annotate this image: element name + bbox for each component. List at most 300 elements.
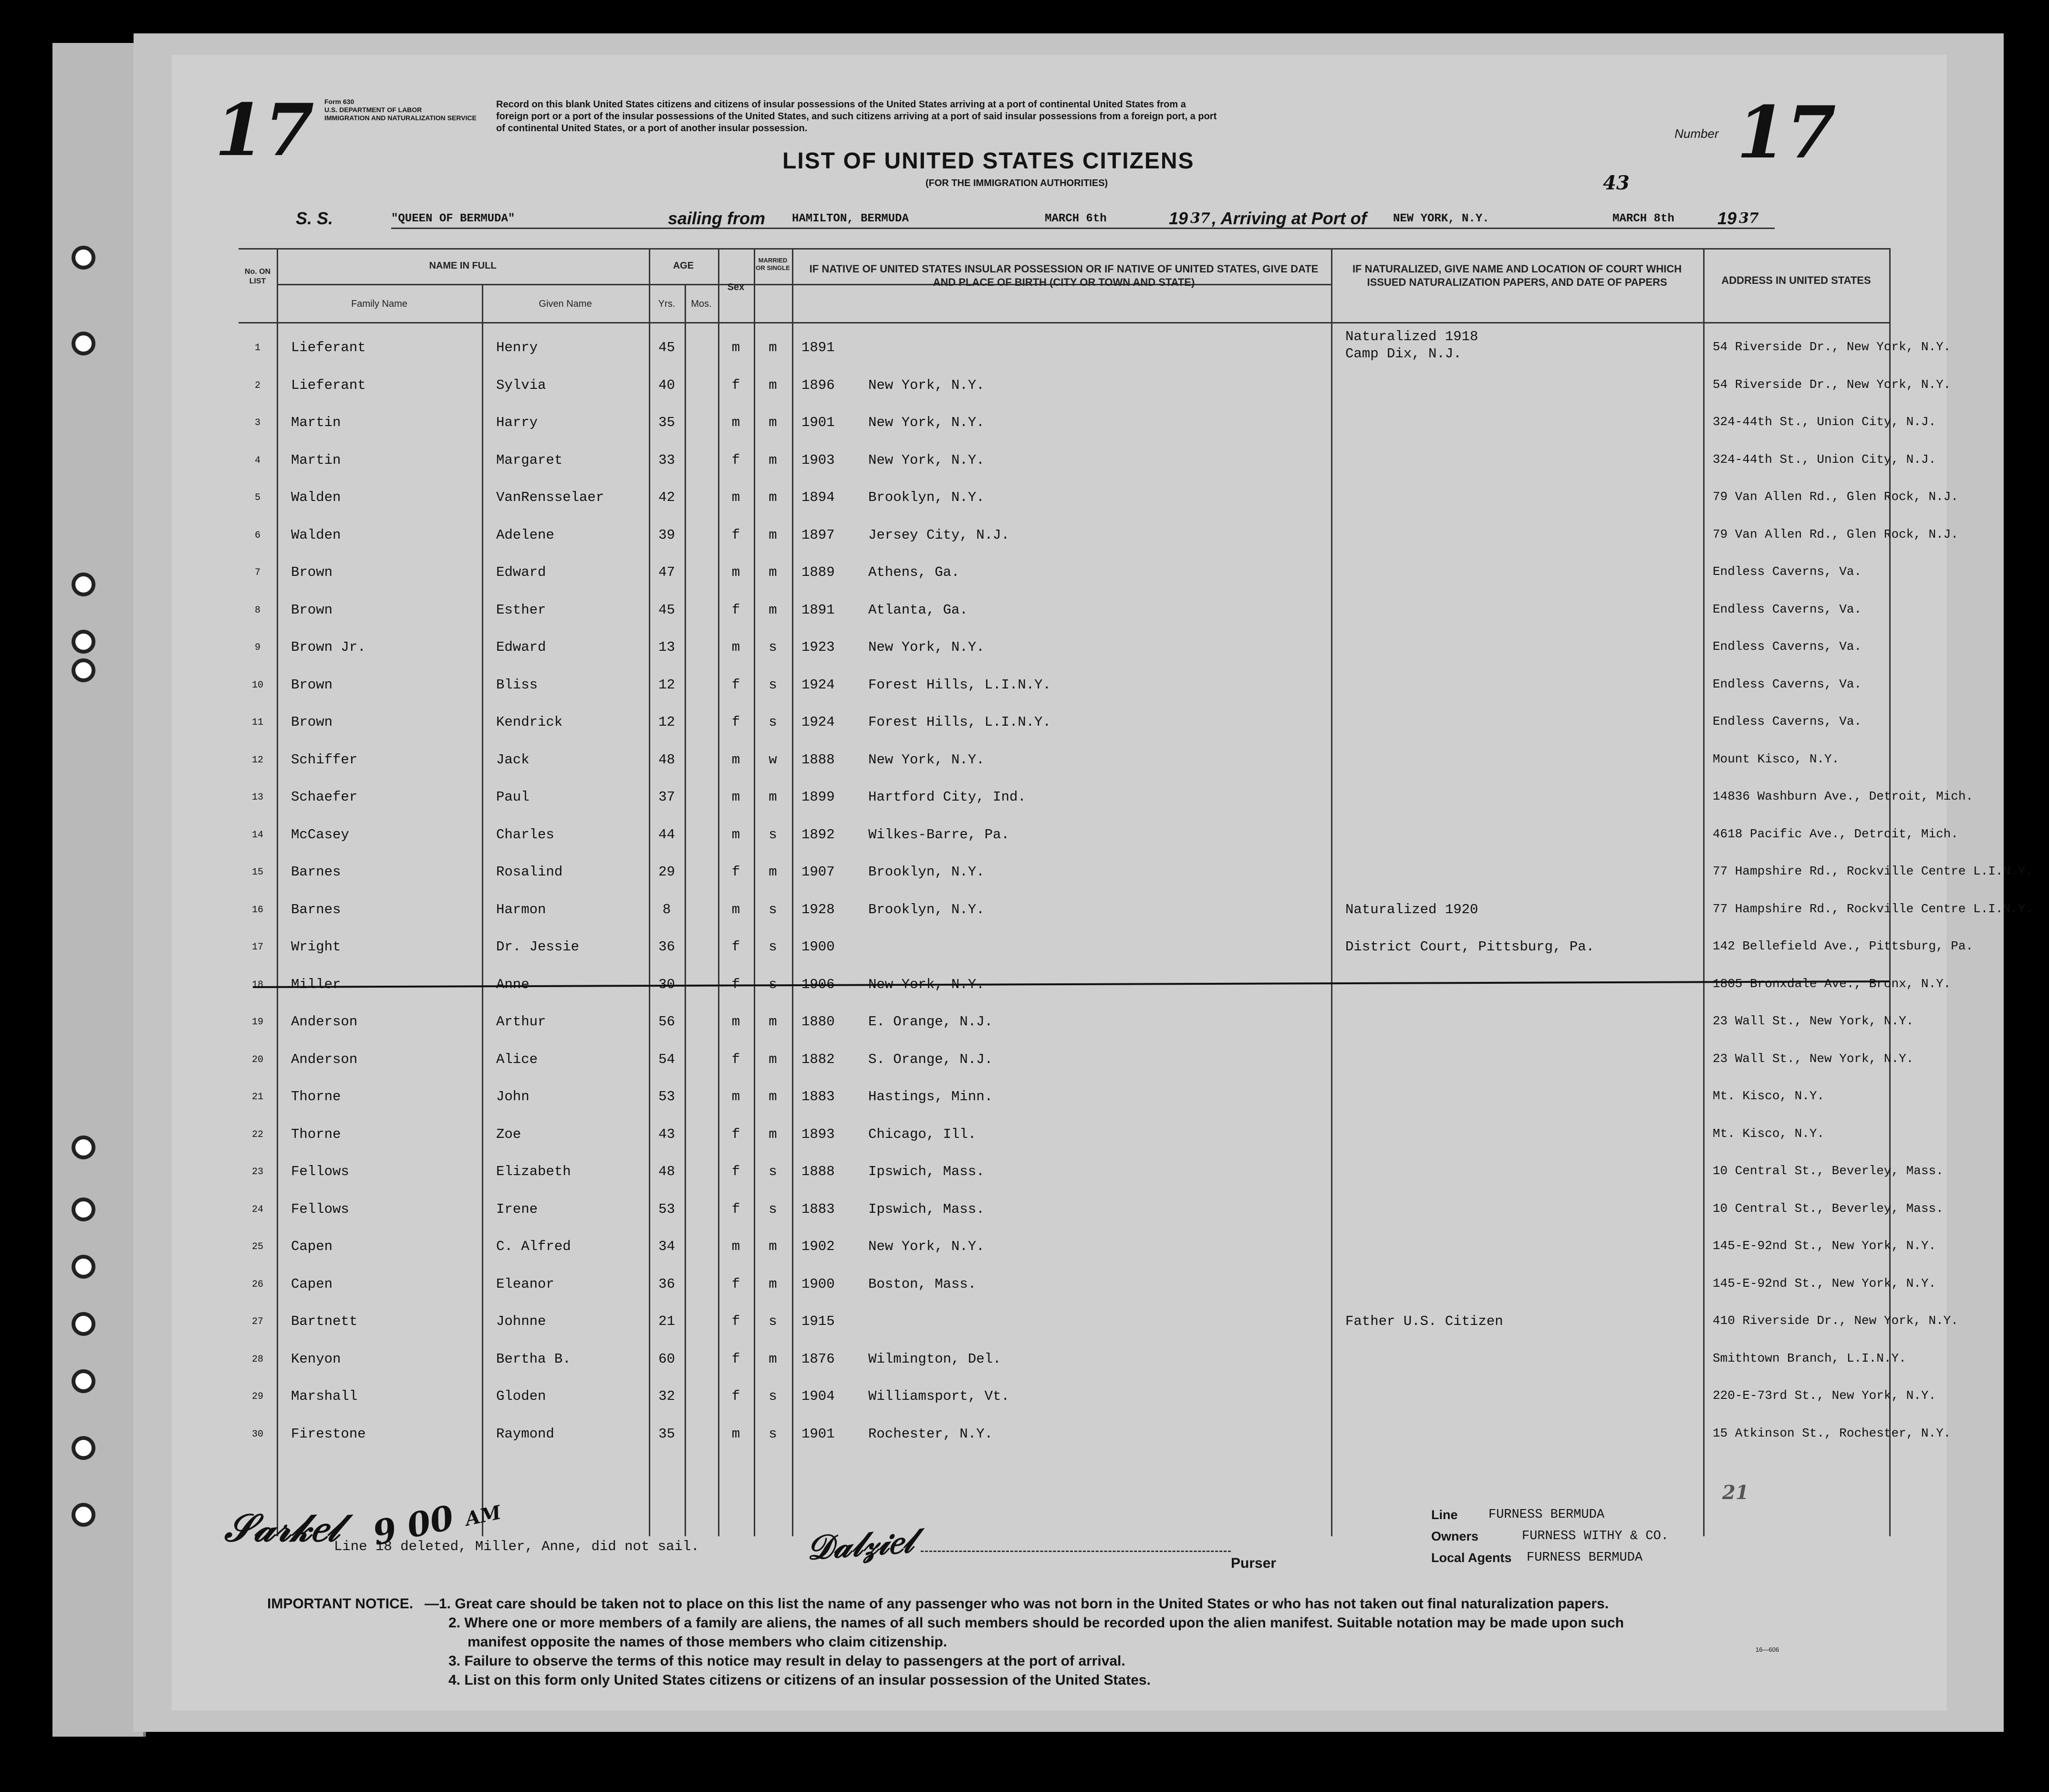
header-address: ADDRESS IN UNITED STATES: [1721, 274, 1871, 286]
binder-hole: [72, 630, 95, 654]
instruction-line: foreign port or a port of the insular possessions of the United States, and such citizens arriving at a port of said insular possessions from a foreign port, a port: [496, 111, 1217, 122]
cell-family: Kenyon: [291, 1351, 341, 1367]
cell-given: Eleanor: [496, 1276, 554, 1292]
cell-status: m: [769, 1276, 777, 1292]
cell-status: s: [769, 976, 777, 992]
table-row: [239, 1036, 1914, 1073]
cell-place: Forest Hills, L.I.N.Y.: [868, 677, 1051, 693]
cell-addr: 10 Central St., Beverley, Mass.: [1713, 1201, 1944, 1216]
cell-no: 30: [251, 1428, 263, 1440]
cell-no: 14: [251, 829, 263, 841]
notice-line: —1. Great care should be taken not to place on this list the name of any passenger who was not born in the United States or who has not taken out final naturalization papers.: [425, 1596, 1609, 1612]
cell-addr: 142 Bellefield Ave., Pittsburg, Pa.: [1713, 939, 1974, 953]
table-row: [239, 362, 1951, 399]
cell-family: Capen: [291, 1239, 333, 1254]
cell-sex: m: [731, 490, 740, 505]
cell-no: 6: [254, 530, 260, 541]
cell-given: Esther: [496, 602, 546, 618]
cell-addr: 324-44th St., Union City, N.J.: [1713, 415, 1936, 429]
cell-place: Rochester, N.Y.: [868, 1426, 993, 1442]
cell-family: Anderson: [291, 1014, 358, 1030]
binder-hole: [72, 1436, 95, 1460]
cell-family: Bartnett: [291, 1313, 358, 1329]
cell-year: 1880: [801, 1014, 835, 1030]
page-subtitle: (FOR THE IMMIGRATION AUTHORITIES): [926, 178, 1108, 188]
cell-given: Arthur: [496, 1014, 546, 1030]
cell-status: s: [769, 1164, 777, 1179]
cell-place: Hartford City, Ind.: [868, 789, 1026, 805]
cell-family: Wright: [291, 939, 341, 955]
cell-status: s: [769, 639, 777, 655]
cell-age: 12: [658, 714, 675, 730]
year-value: 37: [1190, 210, 1210, 227]
cell-year: 1897: [801, 527, 835, 543]
cell-sex: f: [731, 1313, 740, 1329]
cell-age: 40: [658, 377, 675, 393]
cell-no: 22: [251, 1129, 263, 1140]
cell-year: 1891: [801, 340, 835, 355]
header-age: AGE: [673, 260, 694, 271]
cell-place: Brooklyn, N.Y.: [868, 864, 985, 880]
cell-family: Fellows: [291, 1164, 349, 1179]
cell-year: 1896: [801, 377, 835, 393]
notice-line: 3. Failure to observe the terms of this notice may result in delay to passengers at the port of arrival.: [448, 1653, 1125, 1669]
cell-family: Martin: [291, 452, 341, 468]
cell-place: New York, N.Y.: [868, 639, 985, 655]
binder-hole: [72, 1312, 95, 1336]
cell-addr: 220-E-73rd St., New York, N.Y.: [1713, 1388, 1936, 1403]
cell-given: Charles: [496, 826, 554, 843]
cell-addr: Endless Caverns, Va.: [1713, 639, 1862, 654]
cell-addr: Endless Caverns, Va.: [1713, 564, 1862, 579]
cell-no: 5: [254, 492, 260, 503]
cell-family: Brown: [291, 714, 333, 730]
cell-no: 28: [251, 1354, 263, 1365]
cell-addr: 1805 Bronxdale Ave., Bronx, N.Y.: [1713, 976, 1951, 991]
cell-year: 1900: [801, 939, 835, 955]
cell-no: 21: [251, 1092, 263, 1103]
arrive-date: MARCH 8th: [1612, 212, 1675, 225]
cell-status: s: [769, 939, 777, 955]
cell-given: Jack: [496, 751, 530, 768]
cell-age: 60: [658, 1351, 675, 1367]
year-prefix: 19: [1169, 208, 1188, 228]
cell-given: John: [496, 1089, 530, 1104]
table-row: [239, 1373, 1936, 1410]
cell-addr: 410 Riverside Dr., New York, N.Y.: [1713, 1313, 1958, 1328]
binder-hole: [72, 1255, 95, 1279]
inspector-signature: 𝒮𝒶𝓇𝓀𝑒𝓁: [224, 1505, 340, 1550]
line-value: FURNESS BERMUDA: [1488, 1508, 1605, 1522]
table-row: [239, 999, 1914, 1036]
cell-age: 30: [658, 976, 675, 992]
cell-year: 1892: [801, 826, 835, 843]
binder-hole: [72, 573, 95, 596]
cell-status: m: [769, 1239, 777, 1254]
binder-hole: [72, 1369, 95, 1393]
cell-no: 12: [251, 754, 263, 766]
page-title: LIST OF UNITED STATES CITIZENS: [782, 148, 1195, 174]
cell-addr: Smithtown Branch, L.I.N.Y.: [1713, 1351, 1906, 1365]
cell-sex: f: [731, 1051, 740, 1067]
notice-heading: IMPORTANT NOTICE.: [267, 1596, 414, 1612]
cell-status: m: [769, 1051, 777, 1067]
cell-addr: 23 Wall St., New York, N.Y.: [1713, 1014, 1914, 1028]
cell-place: New York, N.Y.: [868, 377, 985, 393]
cell-place: Brooklyn, N.Y.: [868, 490, 985, 505]
cell-given: Adelene: [496, 527, 554, 543]
cell-place: New York, N.Y.: [868, 1239, 985, 1254]
cell-given: Johnne: [496, 1313, 546, 1329]
table-row: [239, 1111, 1889, 1148]
cell-age: 47: [658, 564, 675, 580]
cell-addr: 79 Van Allen Rd., Glen Rock, N.J.: [1713, 527, 1958, 542]
cell-age: 53: [658, 1089, 675, 1104]
cell-no: 7: [254, 567, 260, 578]
year-value: 37: [1739, 210, 1759, 227]
cell-year: 1888: [801, 751, 835, 768]
cell-year: 1906: [801, 976, 835, 992]
cell-status: m: [769, 527, 777, 543]
cell-family: Miller: [291, 976, 341, 992]
naturalization-line: Camp Dix, N.J.: [1345, 346, 1462, 362]
cell-addr: 10 Central St., Beverley, Mass.: [1713, 1164, 1944, 1178]
agents-value: FURNESS BERMUDA: [1527, 1551, 1643, 1565]
cell-no: 3: [254, 417, 260, 428]
table-row: [239, 961, 1951, 999]
cell-addr: 23 Wall St., New York, N.Y.: [1713, 1051, 1914, 1066]
table-row: [239, 474, 1958, 511]
cell-place: Williamsport, Vt.: [868, 1388, 1009, 1404]
cell-given: Kendrick: [496, 714, 563, 730]
cell-family: Lieferant: [291, 377, 366, 393]
cell-age: 44: [658, 826, 675, 843]
cell-addr: 79 Van Allen Rd., Glen Rock, N.J.: [1713, 490, 1958, 504]
cell-family: Schiffer: [291, 751, 358, 768]
cell-sex: m: [731, 1426, 740, 1442]
cell-status: m: [769, 340, 777, 355]
cell-year: 1903: [801, 452, 835, 468]
from-port: HAMILTON, BERMUDA: [792, 212, 909, 225]
cell-family: Firestone: [291, 1426, 366, 1442]
cell-year: 1876: [801, 1351, 835, 1367]
header-birth: IF NATIVE OF UNITED STATES INSULAR POSSESSION OR IF NATIVE OF UNITED STATES, GIVE DATE AND PLACE OF BIRTH (CITY OR TOWN AND STATE): [809, 263, 1319, 288]
cell-sex: f: [731, 1201, 740, 1217]
table-row: [239, 662, 1889, 699]
table-row: [239, 1261, 1936, 1298]
cell-no: 9: [254, 642, 260, 653]
cell-given: Irene: [496, 1201, 538, 1217]
ss-label: S. S.: [296, 208, 333, 228]
table-row: [239, 1336, 1906, 1373]
cell-no: 13: [251, 792, 263, 803]
binder-hole: [72, 332, 95, 355]
cell-given: Elizabeth: [496, 1164, 571, 1179]
form-number: Form 630: [324, 98, 354, 105]
cell-place: Forest Hills, L.I.N.Y.: [868, 714, 1051, 730]
header-married: MARRIED OR SINGLE: [756, 257, 790, 271]
cell-family: Brown: [291, 677, 333, 693]
header-sex: Sex: [727, 282, 745, 292]
cell-nat: District Court, Pittsburg, Pa.: [1345, 939, 1595, 955]
cell-given: Henry: [496, 340, 538, 355]
naturalization-line: Naturalized 1918: [1345, 329, 1478, 344]
cell-year: 1924: [801, 677, 835, 693]
cell-year: 1888: [801, 1164, 835, 1179]
print-code: 16—606: [1756, 1646, 1779, 1653]
cell-age: 45: [658, 340, 675, 355]
cell-status: m: [769, 490, 777, 505]
cell-age: 48: [658, 1164, 675, 1179]
cell-year: 1883: [801, 1089, 835, 1104]
page-number-mark: 21: [1722, 1481, 1749, 1504]
table-row: [239, 512, 1958, 549]
cell-addr: 77 Hampshire Rd., Rockville Centre L.I.N.Y.: [1713, 864, 2033, 878]
cell-no: 23: [251, 1167, 263, 1177]
cell-sex: f: [731, 714, 740, 730]
cell-year: 1924: [801, 714, 835, 730]
cell-given: C. Alfred: [496, 1239, 571, 1254]
owners-label: Owners: [1431, 1529, 1479, 1543]
cell-no: 2: [254, 380, 260, 391]
table-row: [239, 624, 1889, 661]
purser-signature: 𝒟𝒶𝓁𝓏𝒾𝑒𝓁: [805, 1521, 915, 1568]
cell-status: s: [769, 677, 777, 693]
cell-addr: 324-44th St., Union City, N.J.: [1713, 452, 1936, 467]
department: U.S. DEPARTMENT OF LABOR: [324, 106, 422, 114]
instruction-line: Record on this blank United States citizens and citizens of insular possessions of the United States arriving at a port of continental United States from a: [496, 99, 1186, 110]
voyage-underline: [391, 228, 1775, 229]
binder-hole: [72, 658, 95, 682]
cell-no: 11: [251, 717, 263, 728]
cell-given: Edward: [496, 564, 546, 580]
cell-nat: Naturalized 1920: [1345, 901, 1478, 917]
cell-year: 1915: [801, 1313, 835, 1329]
table-row: [239, 737, 1889, 774]
cell-addr: 14836 Washburn Ave., Detroit, Mich.: [1713, 789, 1974, 803]
cell-given: Margaret: [496, 452, 563, 468]
cell-no: 15: [251, 867, 263, 878]
cell-age: 39: [658, 527, 675, 543]
cell-family: Capen: [291, 1276, 333, 1292]
page-mark: 43: [1603, 172, 1630, 194]
binder-hole: [72, 1503, 95, 1527]
header-name: NAME IN FULL: [429, 260, 497, 271]
cell-family: McCasey: [291, 826, 349, 843]
cell-status: m: [769, 864, 777, 880]
cell-age: 12: [658, 677, 675, 693]
cell-sex: m: [731, 1239, 740, 1254]
cell-age: 48: [658, 751, 675, 768]
table-row: [239, 699, 1889, 736]
service: IMMIGRATION AND NATURALIZATION SERVICE: [324, 114, 477, 122]
cell-family: Fellows: [291, 1201, 349, 1217]
cell-addr: 145-E-92nd St., New York, N.Y.: [1713, 1239, 1936, 1253]
table-row: [239, 1186, 1944, 1223]
cell-family: Barnes: [291, 901, 341, 917]
table-row: [239, 1148, 1944, 1186]
cell-year: 1901: [801, 1426, 835, 1442]
cell-place: S. Orange, N.J.: [868, 1051, 993, 1067]
cell-place: Athens, Ga.: [868, 564, 960, 580]
cell-place: Boston, Mass.: [868, 1276, 977, 1292]
manifest-table: [239, 248, 2033, 1536]
cell-status: s: [769, 901, 777, 917]
header-mos: Mos.: [691, 299, 712, 309]
header-no: No. ON LIST: [244, 268, 271, 285]
header-naturalized: IF NATURALIZED, GIVE NAME AND LOCATION OF COURT WHICH ISSUED NATURALIZATION PAPERS, AND DATE OF PAPERS: [1352, 263, 1682, 288]
cell-status: m: [769, 1014, 777, 1030]
cell-place: New York, N.Y.: [868, 976, 985, 992]
cell-addr: 15 Atkinson St., Rochester, N.Y.: [1713, 1426, 1951, 1440]
number-value: 17: [1737, 91, 1836, 175]
cell-addr: Endless Caverns, Va.: [1713, 714, 1862, 729]
cell-no: 20: [251, 1054, 263, 1065]
cell-status: m: [769, 1351, 777, 1367]
cell-place: Brooklyn, N.Y.: [868, 901, 985, 917]
stamp-ampm: AM: [463, 1501, 503, 1531]
table-row: [239, 1411, 1951, 1448]
cell-status: s: [769, 714, 777, 730]
cell-age: 37: [658, 789, 675, 805]
cell-given: Anne: [496, 976, 530, 992]
table-row: [239, 1073, 1889, 1111]
cell-age: 53: [658, 1201, 675, 1217]
cell-addr: Mt. Kisco, N.Y.: [1713, 1126, 1825, 1141]
cell-family: Lieferant: [291, 340, 366, 355]
cell-given: Edward: [496, 639, 546, 655]
cell-given: Bliss: [496, 677, 538, 693]
cell-place: Ipswich, Mass.: [868, 1201, 985, 1217]
cell-place: Ipswich, Mass.: [868, 1164, 985, 1179]
table-row: [239, 437, 1936, 474]
cell-age: 43: [658, 1126, 675, 1142]
cell-family: Thorne: [291, 1089, 341, 1104]
cell-sex: m: [731, 639, 740, 655]
cell-place: New York, N.Y.: [868, 452, 985, 468]
cell-status: m: [769, 1126, 777, 1142]
cell-place: Wilkes-Barre, Pa.: [868, 826, 1009, 843]
cell-year: 1928: [801, 901, 835, 917]
cell-year: 1907: [801, 864, 835, 880]
cell-age: 42: [658, 490, 675, 505]
cell-age: 34: [658, 1239, 675, 1254]
sailing-label: sailing from: [668, 208, 766, 228]
binder-strip: [52, 43, 146, 1737]
cell-family: Thorne: [291, 1126, 341, 1142]
cell-year: 1894: [801, 490, 835, 505]
header-yrs: Yrs.: [658, 299, 676, 309]
cell-sex: m: [731, 901, 740, 917]
cell-no: 18: [251, 979, 263, 990]
cell-no: 16: [251, 904, 263, 916]
cell-sex: m: [731, 1014, 740, 1030]
binder-hole: [72, 1198, 95, 1221]
cell-given: Gloden: [496, 1388, 546, 1404]
year-prefix: 19: [1717, 208, 1737, 228]
cell-status: m: [769, 377, 777, 393]
rule: [239, 322, 1889, 323]
cell-age: 32: [658, 1388, 675, 1404]
cell-year: 1902: [801, 1239, 835, 1254]
cell-sex: f: [731, 527, 740, 543]
cell-no: 8: [254, 604, 260, 616]
cell-family: Barnes: [291, 864, 341, 880]
cell-place: Atlanta, Ga.: [868, 602, 968, 618]
cell-no: 1: [254, 343, 260, 354]
cell-addr: 54 Riverside Dr., New York, N.Y.: [1713, 340, 1951, 354]
cell-sex: f: [731, 939, 740, 955]
cell-given: VanRensselaer: [496, 490, 604, 505]
rule: [1889, 248, 1891, 1536]
instructions: [496, 99, 1217, 135]
cell-sex: f: [731, 677, 740, 693]
cell-given: Harmon: [496, 901, 546, 917]
cell-sex: f: [731, 602, 740, 618]
cell-sex: f: [731, 1351, 740, 1367]
cell-sex: f: [731, 377, 740, 393]
number-label: Number: [1675, 126, 1719, 141]
to-port: NEW YORK, N.Y.: [1393, 212, 1489, 225]
table-row: [239, 587, 1889, 624]
ship-name: "QUEEN OF BERMUDA": [391, 212, 515, 225]
cell-place: New York, N.Y.: [868, 751, 985, 768]
cell-family: Brown: [291, 564, 333, 580]
cell-family: Schaefer: [291, 789, 358, 805]
cell-addr: 77 Hampshire Rd., Rockville Centre L.I.N.Y.: [1713, 901, 2033, 916]
cell-given: Paul: [496, 789, 530, 805]
cell-sex: m: [731, 826, 740, 843]
cell-addr: Mt. Kisco, N.Y.: [1713, 1089, 1825, 1103]
table-row: [239, 849, 2033, 886]
cell-status: s: [769, 1388, 777, 1404]
cell-no: 4: [254, 455, 260, 466]
cell-sex: m: [731, 564, 740, 580]
cell-status: m: [769, 452, 777, 468]
cell-age: 35: [658, 415, 675, 430]
table-row: [239, 324, 1951, 362]
cell-sex: f: [731, 1388, 740, 1404]
rule: [239, 248, 1889, 250]
cell-given: Zoe: [496, 1126, 521, 1142]
notice-line: 2. Where one or more members of a family are aliens, the names of all such members should be recorded upon the alien manifest. Suitable notation may be made upon such: [448, 1615, 1624, 1631]
cell-age: 33: [658, 452, 675, 468]
form-id: [324, 98, 477, 122]
cell-sex: m: [731, 415, 740, 430]
cell-given: Dr. Jessie: [496, 939, 580, 955]
cell-given: Raymond: [496, 1426, 554, 1442]
cell-given: Bertha B.: [496, 1351, 571, 1367]
cell-family: Walden: [291, 527, 341, 543]
instruction-line: of continental United States, or a port of another insular possession.: [496, 123, 808, 134]
cell-no: 17: [251, 942, 263, 953]
cell-family: Marshall: [291, 1388, 358, 1404]
cell-age: 13: [658, 639, 675, 655]
cell-place: Chicago, Ill.: [868, 1126, 977, 1142]
cell-sex: f: [731, 1276, 740, 1292]
cell-age: 36: [658, 1276, 675, 1292]
notice-line: 4. List on this form only United States citizens or citizens of an insular possession of the United States.: [448, 1672, 1151, 1688]
cell-addr: Endless Caverns, Va.: [1713, 602, 1862, 616]
cell-family: Brown: [291, 602, 333, 618]
cell-given: Harry: [496, 415, 538, 430]
cell-age: 29: [658, 864, 675, 880]
table-row: [239, 1298, 1958, 1335]
cell-age: 56: [658, 1014, 675, 1030]
cell-given: Sylvia: [496, 377, 546, 393]
cell-no: 24: [251, 1204, 263, 1215]
cell-year: 1883: [801, 1201, 835, 1217]
